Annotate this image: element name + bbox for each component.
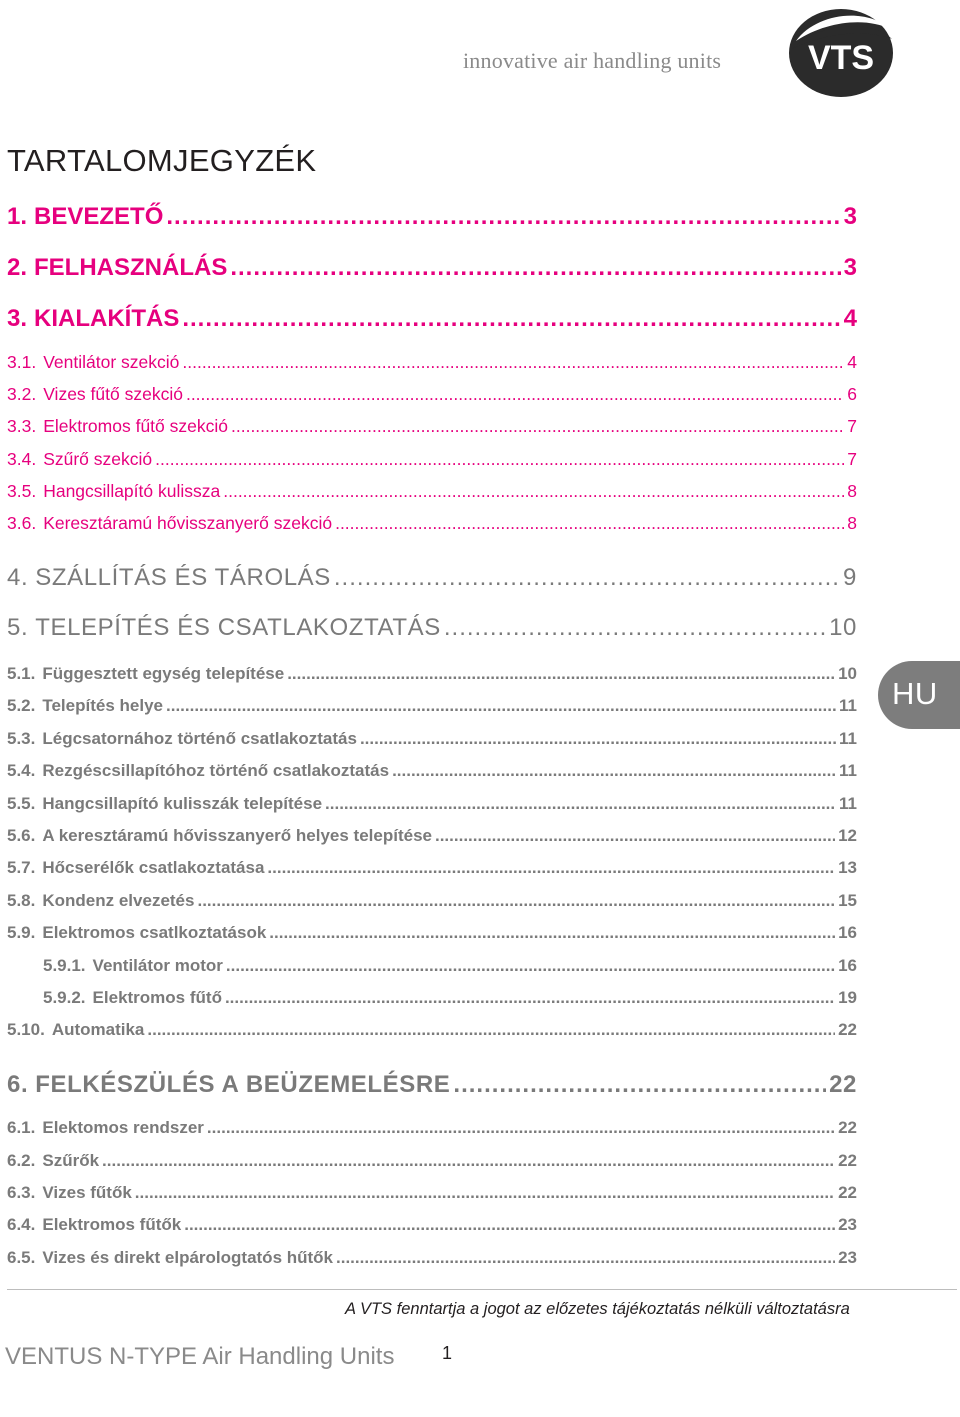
toc-entry-title: Ventilátor motor <box>92 956 223 975</box>
toc-entry-title: Légcsatornához történő csatlakoztatás <box>42 729 357 748</box>
toc-entry[interactable] <box>43 956 857 976</box>
toc-entry-title: FELHASZNÁLÁS <box>34 254 228 281</box>
toc-entry-page: 11 <box>839 794 857 813</box>
toc-entry-page: 4 <box>843 305 857 332</box>
toc-entry-number: 5.5. <box>7 794 36 813</box>
toc-entry-number: 5.2. <box>7 696 36 715</box>
toc-entry-number: 5.3. <box>7 729 36 748</box>
toc-entry[interactable] <box>7 513 857 534</box>
toc-entry-page: 10 <box>829 614 857 641</box>
toc-entry-title: Automatika <box>51 1020 145 1039</box>
toc-entry-number: 5.9.1. <box>43 956 86 975</box>
toc-entry-page: 16 <box>838 956 857 975</box>
toc-entry[interactable] <box>7 1071 857 1099</box>
dot-leader <box>325 794 836 814</box>
toc-entry[interactable] <box>7 416 857 437</box>
toc-entry-number: 6.3. <box>7 1183 36 1202</box>
toc-entry-title: Kondenz elvezetés <box>42 891 195 910</box>
dot-leader <box>360 729 836 749</box>
toc-entry-number: 5. <box>7 614 29 641</box>
toc-entry-page: 6 <box>847 384 857 404</box>
toc-entry[interactable] <box>7 305 857 333</box>
dot-leader <box>269 923 835 943</box>
footer-document-title: VENTUS N-TYPE Air Handling Units <box>5 1343 395 1370</box>
toc-entry-number: 3.2. <box>7 384 37 404</box>
dot-leader <box>230 254 840 282</box>
toc-entry[interactable] <box>7 449 857 470</box>
toc-entry[interactable] <box>7 891 857 911</box>
dot-leader <box>155 449 844 470</box>
toc-entry[interactable] <box>7 761 857 781</box>
toc-entry-page: 23 <box>838 1215 857 1234</box>
toc-heading: TARTALOMJEGYZÉK <box>7 143 317 178</box>
toc-entry-title: FELKÉSZÜLÉS A BEÜZEMELÉSRE <box>35 1071 451 1098</box>
toc-entry[interactable] <box>7 254 857 282</box>
toc-entry[interactable] <box>7 564 857 592</box>
toc-entry-title: Függesztett egység telepítése <box>42 664 285 683</box>
toc-entry-number: 3.6. <box>7 513 37 533</box>
dot-leader <box>335 513 844 534</box>
toc-entry[interactable] <box>7 1020 857 1040</box>
toc-entry-page: 11 <box>839 761 857 780</box>
disclaimer-notice: A VTS fenntartja a jogot az előzetes tájékoztatás nélküli változtatásra <box>345 1300 850 1318</box>
toc-entry-page: 22 <box>838 1183 857 1202</box>
toc-entry-title: Elektromos fűtő <box>92 988 222 1007</box>
toc-entry-title: Elektromos csatlkoztatások <box>42 923 267 942</box>
toc-entry-title: Telepítés helye <box>42 696 163 715</box>
dot-leader <box>444 614 826 642</box>
dot-leader <box>135 1183 835 1203</box>
dot-leader <box>147 1020 835 1040</box>
toc-entry-title: Vizes fűtők <box>42 1183 132 1202</box>
toc-entry-page: 8 <box>847 513 857 533</box>
dot-leader <box>197 891 835 911</box>
toc-entry-page: 8 <box>847 481 857 501</box>
toc-entry-title: Vizes fűtő szekció <box>43 384 183 404</box>
toc-entry-title: Ventilátor szekció <box>43 352 180 372</box>
toc-entry[interactable] <box>7 696 857 716</box>
toc-entry-page: 13 <box>838 858 857 877</box>
toc-entry[interactable] <box>7 352 857 373</box>
toc-entry-title: Keresztáramú hővisszanyerő szekció <box>43 513 333 533</box>
toc-entry[interactable] <box>7 384 857 405</box>
dot-leader <box>334 564 840 592</box>
tagline: innovative air handling units <box>463 48 722 73</box>
toc-entry-title: Rezgéscsillapítóhoz történő csatlakoztatás <box>42 761 390 780</box>
dot-leader <box>184 1215 835 1235</box>
toc-entry[interactable] <box>7 1118 857 1138</box>
toc-entry[interactable] <box>7 826 857 846</box>
toc-entry-page: 7 <box>847 449 857 469</box>
dot-leader <box>231 416 844 437</box>
toc-entry-number: 5.7. <box>7 858 36 877</box>
language-tab <box>878 661 960 729</box>
dot-leader <box>182 305 840 333</box>
toc-entry-title: Elektomos rendszer <box>42 1118 204 1137</box>
toc-entry[interactable] <box>7 729 857 749</box>
dot-leader <box>223 481 844 502</box>
logo-text: VTS <box>807 39 875 77</box>
toc-entry-page: 16 <box>838 923 857 942</box>
dot-leader <box>226 956 835 976</box>
toc-entry-title: Elektromos fűtők <box>42 1215 182 1234</box>
toc-entry-number: 5.8. <box>7 891 36 910</box>
toc-entry-page: 23 <box>838 1248 857 1267</box>
toc-entry-number: 4. <box>7 564 29 591</box>
toc-entry-page: 22 <box>838 1118 857 1137</box>
dot-leader <box>435 826 835 846</box>
toc-entry-title: Hangcsillapító kulisszák telepítése <box>42 794 323 813</box>
toc-entry-page: 9 <box>843 564 857 591</box>
toc-entry[interactable] <box>7 1215 857 1235</box>
toc-entry-number: 5.6. <box>7 826 36 845</box>
toc-entry[interactable] <box>7 614 857 642</box>
dot-leader <box>207 1118 835 1138</box>
toc-entry-title: SZÁLLÍTÁS ÉS TÁROLÁS <box>35 564 331 591</box>
toc-entry-title: Szűrő szekció <box>43 449 153 469</box>
toc-entry-title: Vizes és direkt elpárologtatós hűtők <box>42 1248 334 1267</box>
toc-entry[interactable] <box>43 988 857 1008</box>
toc-entry-number: 6. <box>7 1071 29 1098</box>
toc-entry[interactable] <box>7 664 857 684</box>
toc-entry-number: 3.3. <box>7 416 37 436</box>
dot-leader <box>287 664 835 684</box>
toc-entry-number: 3.4. <box>7 449 37 469</box>
toc-entry[interactable] <box>7 923 857 943</box>
language-tab-label: HU <box>892 676 938 711</box>
toc-entry-number: 3. <box>7 305 28 332</box>
toc-entry[interactable] <box>7 1183 857 1203</box>
toc-entry-page: 19 <box>838 988 857 1007</box>
dot-leader <box>102 1151 835 1171</box>
toc-entry-number: 6.1. <box>7 1118 36 1137</box>
toc-entry-title: A keresztáramú hővisszanyerő helyes telepítése <box>42 826 432 845</box>
toc-entry-title: BEVEZETŐ <box>34 203 164 230</box>
toc-entry-page: 3 <box>843 203 857 230</box>
toc-entry[interactable] <box>7 481 857 502</box>
toc-entry[interactable] <box>7 1151 857 1171</box>
toc-entry-number: 5.10. <box>7 1020 45 1039</box>
dot-leader <box>182 352 844 373</box>
toc-entry-page: 11 <box>839 729 857 748</box>
footer-page-number: 1 <box>442 1343 453 1363</box>
toc-entry-title: KIALAKÍTÁS <box>34 305 180 332</box>
toc-entry-page: 22 <box>829 1071 857 1098</box>
footer-divider <box>7 1289 957 1290</box>
dot-leader <box>336 1248 835 1268</box>
dot-leader <box>225 988 835 1008</box>
toc-entry[interactable] <box>7 794 857 814</box>
toc-entry-page: 12 <box>838 826 857 845</box>
toc-entry-number: 3.1. <box>7 352 37 372</box>
dot-leader <box>392 761 836 781</box>
toc-entry-page: 3 <box>843 254 857 281</box>
toc-entry-number: 5.9. <box>7 923 36 942</box>
toc-entry-number: 5.9.2. <box>43 988 86 1007</box>
toc-entry-page: 11 <box>839 696 857 715</box>
toc-entry-number: 6.5. <box>7 1248 36 1267</box>
toc-entry-title: Hangcsillapító kulissza <box>43 481 221 501</box>
dot-leader <box>166 696 836 716</box>
toc-entry-number: 5.4. <box>7 761 36 780</box>
dot-leader <box>166 203 840 231</box>
toc-entry-page: 22 <box>838 1151 857 1170</box>
toc-entry[interactable] <box>7 203 857 231</box>
toc-entry-title: Hőcserélők csatlakoztatása <box>42 858 265 877</box>
toc-entry-number: 2. <box>7 254 28 281</box>
toc-entry-number: 6.4. <box>7 1215 36 1234</box>
toc-entry-page: 7 <box>847 416 857 436</box>
dot-leader <box>267 858 835 878</box>
toc-entry-number: 1. <box>7 203 28 230</box>
dot-leader <box>186 384 844 405</box>
toc-entry-page: 15 <box>838 891 857 910</box>
toc-entry-title: Elektromos fűtő szekció <box>43 416 228 436</box>
dot-leader <box>453 1071 826 1099</box>
toc-entry[interactable] <box>7 858 857 878</box>
toc-entry-number: 3.5. <box>7 481 37 501</box>
toc-entry-title: TELEPÍTÉS ÉS CSATLAKOZTATÁS <box>35 614 441 641</box>
toc-entry[interactable] <box>7 1248 857 1268</box>
toc-entry-number: 6.2. <box>7 1151 36 1170</box>
toc-entry-page: 10 <box>838 664 857 683</box>
toc-entry-title: Szűrők <box>42 1151 100 1170</box>
toc-entry-page: 22 <box>838 1020 857 1039</box>
toc-entry-page: 4 <box>847 352 857 372</box>
toc-entry-number: 5.1. <box>7 664 36 683</box>
